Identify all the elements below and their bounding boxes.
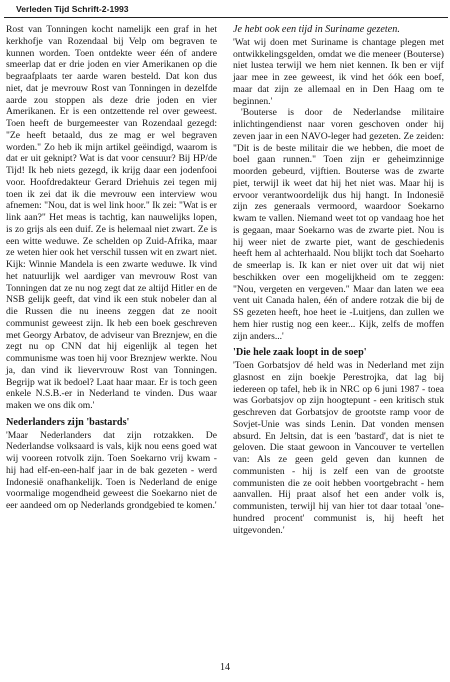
left-paragraph-1: Rost van Tonningen kocht namelijk een graf in het kerkhofje van Rozendaal bij Velp om begraven te kunnen worden. Toen ontdekte weer één of andere smeerlap dat er drie joden en vier Amerikanen op die begraafplaats ter aarde waren besteld. Dat kon dus niet, dat je mevrouw Rost van Tonningen in dezelfde aarde zou stoppen als deze drie joden en vier Amerikanen. Er is een ontzettende rel over geweest. Toen heeft de burgemeester van Rozendaal gezegd: "Ze heeft betaald, dus ze mag er wel begraven worden." Zo heb ik mijn artikel geëindigd, waarom is dat er uit geknipt? Wat is dat voor censuur? Bij HP/de Tijd! Ik heb niets gezegd, ik krijg daar een jodenfooi voor. Hoofdredakteur Gerard Driehuis zei tegen mij toen ik zei dat ik die mevrouw een interview wou afnemen: "Nou, dat is wel link hoor." Ik zei: "Wat is er link aan?" Het meas is tachtig, kan nauwelijks lopen, is zo grijs als een duif. Ze is helemaal niet zwart. Ze is een witte weduwe. Ze schelden op Zuid-Afrika, maar ze weten hier ook het verschil tussen wit en zwart niet. Kijk: Winnie Mandela is een zwarte weduwe. Ik vind het natuurlijk wel aardiger van mevrouw Rost van Tonningen dat ze nu nog zegt dat ze altijd Hitler en de NSB gelijk geeft, dat vind ik een stuk nobeler dan al die Russen die nu ineens zeggen dat ze nooit communist geweest zijn. Ik heb een boek geschreven met Georgy Arbatov, de adviseur van Breznjew, en die zegt nu op CNN dat hij eigenlijk al tegen het communisme was toen hij voor Breznjew werkte. Nou ja, dan vind ik lievervrouw Rost van Tonningen. Begrijp wat ik bedoel? Laat haar maar. Er is toch geen enkele N.S.B.-er in Nederland te vinden. Dus waar maken we ons dik om.' [6, 24, 217, 411]
left-column [6, 24, 217, 512]
right-paragraph-2: 'Bouterse is door de Nederlandse militaire inlichtingendienst naar voren geschoven onder hij zeven jaar in een NAVO-leger had gezeten. Ze zeiden: "Dit is de beste militair die we hebben, die moet de boel gaan runnen." Toen zijn er geheimzinnige moorden gebeurd, vijftien. Bouterse was de zwarte piet, terwijl ik weet dat hij het niet was. Maar hij is ervoor verantwoordelijk dus hij hangt. In Indonesië zijn zes generaals vermoord, waardoor Soekarno kwam te vallen. Niemand weet tot op vandaag hoe het is gegaan, maar Soekarno was de zwarte piet. Nou is hij weer niet de zwarte piet, want de geschiedenis heeft hem al achterhaald. Nou blijkt toch dat Soeharto de smeerlap is. Ik kan er niet over uit dat wij niet beschikken over een mogelijkheid om te zeggen: "Nou, vergeten en vergeven." Maar dan laten we eea vent uit Canada halen, één of andere rotzak die bij de SS gezeten heeft, hoe heet ie -Luitjens, dan zullen we hem hier rustig nog een keer... Kijk, zelfs de moffen zijn anders...' [233, 107, 444, 342]
page-number: 14 [220, 662, 230, 673]
right-column [233, 24, 444, 536]
right-paragraph-3: 'Toen Gorbatsjov dé held was in Nederland met zijn glasnost en zijn boekje Perestrojka, dat lag bij iedereen op tafel, heb ik in NRC op 6 juni 1987 - toea was Gorbatsjov op zijn hoogtepunt - een kritisch stuk geschreven dat Gorbatsjov de grootste ramp voor de Sovjet-Unie was sinds Lenin. Dat vonden mensen absurd. En Jeltsin, dat is een 'bastard', dat is niet te geloven. Die staat gewoon in Vancouver te vertellen van: Als ze geen geld geven dan kunnen de communisten - hij is zelf een van de grootste communisten die ze ooit hebben voortgebracht - hem aanvallen. Hij praat alsof het een ander volk is, communisten, terwijl hij van hier tot daar totaal 'one-hundred procent' communist is, hij heeft het uitgevonden.' [233, 360, 444, 536]
left-paragraph-2: 'Maar Nederlanders dat zijn rotzakken. De Nederlandse volksaard is vals, kijk nou eens goed wat wij vooreen rotvolk zijn. Toen Soekarno vrij kwam - hij had elf-en-een-half jaar in de bak gezeten - werd Indonesië onafhankelijk. Toen is Nederland de enige voormalige mogendheid geweest die Soekarno niet de eer aandeed om op Nederlands grondgebied te komen.' [6, 429, 217, 511]
right-paragraph-1: 'Wat wij doen met Suriname is chantage plegen met ontwikkelingsgelden, omdat we die meneer (Bouterse) niet lustea terwijl we hem niet kennen. Ik ben er vijf jaar mee in zee geweest, ik vind het óók een boef, maar dat zijn ze allemaal en in Den Haag om te beginnen.' [233, 36, 444, 107]
header-rule [4, 17, 448, 18]
right-section-heading: 'Die hele zaak loopt in de soep' [233, 347, 367, 359]
left-section-heading: Nederlanders zijn 'bastards' [6, 416, 130, 428]
right-question-heading: Je hebt ook een tijd in Suriname gezeten. [233, 24, 400, 35]
running-header: Verleden Tijd Schrift-2-1993 [16, 4, 129, 14]
